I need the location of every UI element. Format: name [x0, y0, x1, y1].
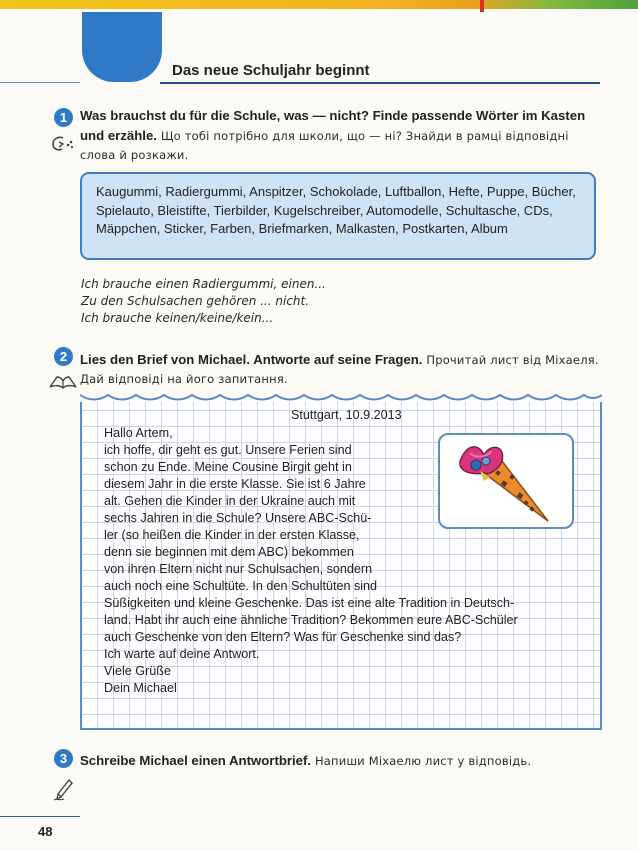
task-1-instruction-ua: Що тобі потрібно для школи, що — ні? Знайди в рамці відповідні слова й розкажи. [80, 129, 569, 162]
letter-line: Ich warte auf deine Antwort. [104, 647, 260, 661]
page-number: 48 [38, 824, 53, 839]
letter-line: Dein Michael [104, 681, 177, 695]
letter-line: ich hoffe, dir geht es gut. Unsere Ferien sind [104, 443, 352, 457]
task-3-instruction [80, 751, 600, 771]
task-1-number: 1 [54, 108, 73, 127]
chapter-tab [82, 12, 162, 82]
letter-line: ler (so heißen die Kinder in der ersten Klasse, [104, 528, 360, 542]
task-1-instruction-de: Was brauchst du für die Schule, was — nicht? Finde passende Wörter im Kasten und erzähle. [80, 108, 586, 143]
open-book-icon [48, 374, 78, 394]
letter-line: auch noch eine Schultüte. In den Schultüten sind [104, 579, 378, 593]
task-3-number: 3 [54, 749, 73, 768]
example-line-3: Ich brauche keinen/keine/kein... [81, 311, 274, 325]
letter-line: von ihren Eltern nicht nur Schulsachen, sondern [104, 562, 373, 576]
letter-line: Süßigkeiten und kleine Geschenke. Das ist eine alte Tradition in Deutsch- [104, 596, 515, 610]
page-title: Das neue Schuljahr beginnt [172, 62, 370, 79]
letter-line: Viele Grüße [104, 664, 171, 678]
letter-line: schon zu Ende. Meine Cousine Birgit geht in [104, 460, 352, 474]
letter-line: denn sie beginnen mit dem ABC) bekommen [104, 545, 354, 559]
task-2-instruction-de: Lies den Brief von Michael. Antworte auf seine Fragen. [80, 352, 423, 367]
task-2-number: 2 [54, 347, 73, 366]
example-phrases [81, 276, 326, 327]
letter-line: sechs Jahren in die Schule? Unsere ABC-Schü- [104, 511, 372, 525]
example-line-2: Zu den Schulsachen gehören ... nicht. [81, 294, 310, 308]
top-color-bar [0, 0, 638, 9]
footer-rule [0, 816, 80, 817]
task-3-instruction-ua: Напиши Міхаелю лист у відповідь. [314, 754, 532, 768]
top-bar-marker [480, 0, 484, 12]
task-1-instruction [80, 106, 600, 165]
letter-top-edge [80, 388, 602, 402]
letter-line: land. Habt ihr auch eine ähnliche Tradition? Bekommen eure ABC-Schüler [104, 613, 518, 627]
speaking-icon [50, 134, 76, 158]
letter-date: Stuttgart, 10.9.2013 [291, 408, 402, 422]
task-2-instruction [80, 350, 600, 389]
letter-body [104, 425, 584, 697]
header-rule [160, 82, 600, 84]
word-box: Kaugummi, Radiergummi, Anspitzer, Schokolade, Luftballon, Hefte, Puppe, Bücher, Spielauto, Bleistifte, Tierbilder, Kugelschreiber, Automodelle, Schultasche, CDs, Mäppchen, Sticker, Farben, Briefmarken, Malkasten, Postkarten, Album [80, 172, 596, 260]
task-3-instruction-de: Schreibe Michael einen Antwortbrief. [80, 753, 312, 768]
writing-pen-icon [52, 776, 76, 806]
header-rule-left [0, 82, 80, 83]
example-line-1: Ich brauche einen Radiergummi, einen... [81, 277, 326, 291]
letter-line: auch Geschenke von den Eltern? Was für Geschenke sind das? [104, 630, 462, 644]
task-2-instruction-ua: Прочитай лист від Міхаеля. Дай відповіді на його запитання. [80, 353, 599, 386]
letter-line: diesem Jahr in die erste Klasse. Sie ist 6 Jahre [104, 477, 366, 491]
letter-line: alt. Gehen die Kinder in der Ukraine auch mit [104, 494, 356, 508]
letter-line: Hallo Artem, [104, 426, 173, 440]
